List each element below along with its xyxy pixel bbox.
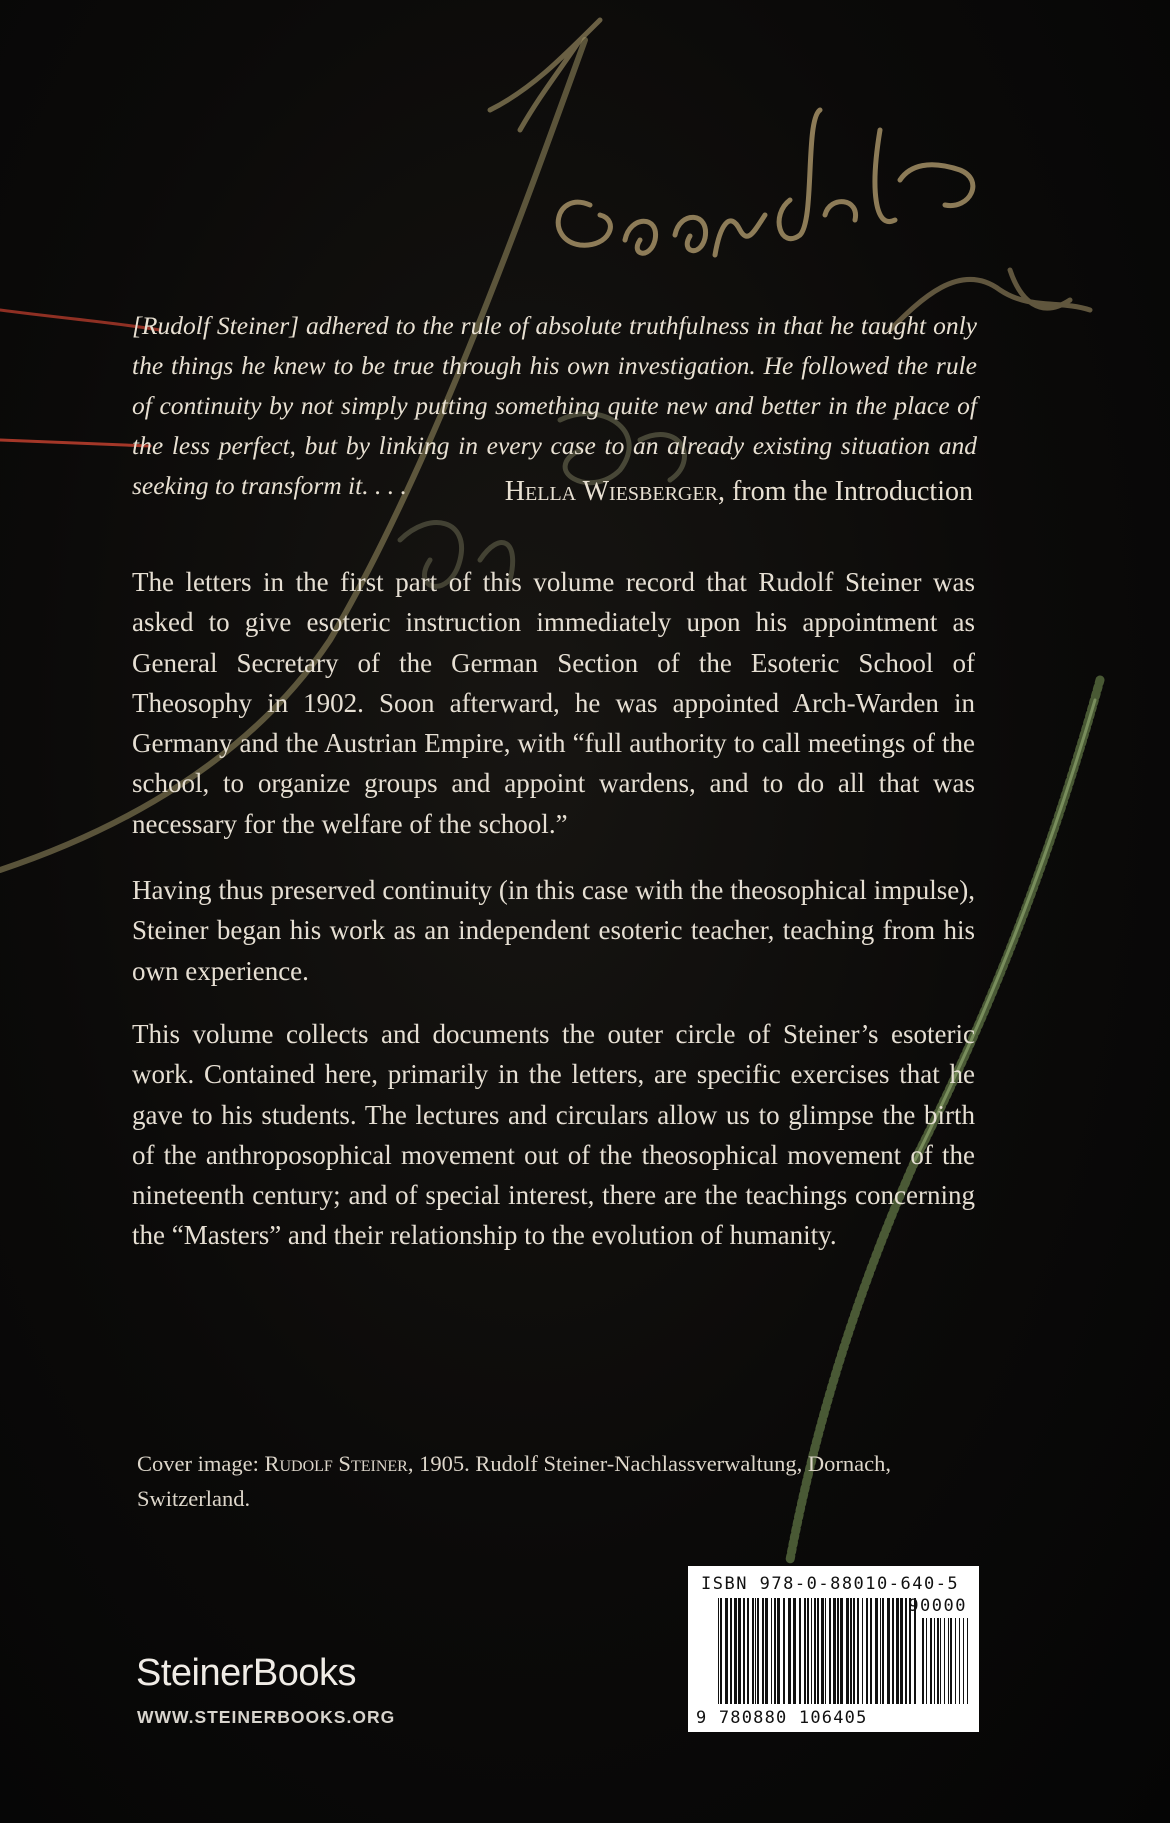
barcode-addon-bar [926,1618,927,1704]
barcode-bar [804,1598,806,1704]
barcode-bar [896,1598,899,1704]
attribution-author: Hella Wiesberger [504,476,718,507]
barcode-bar [833,1598,836,1704]
barcode-bar [875,1598,878,1704]
barcode-addon-bar [948,1618,949,1704]
barcode-bar [840,1598,843,1704]
barcode-bar [837,1598,839,1704]
barcode-bar [720,1598,722,1704]
barcode-addon-bar [950,1618,952,1704]
barcode-bar [850,1598,852,1704]
credit-rest: Rudolf Steiner-Nachlassverwaltung, Dornach, Switzerland. [137,1451,892,1511]
credit-year: , 1905. [407,1451,470,1476]
barcode-bar [743,1598,745,1704]
barcode-bar [900,1598,903,1704]
barcode-bar [788,1598,791,1704]
barcode-bar [777,1598,780,1704]
barcode-bar [857,1598,859,1704]
barcode-bar [718,1598,719,1704]
barcode-bar [866,1598,868,1704]
quote-attribution [505,476,973,508]
barcode-addon-bar [922,1618,924,1704]
barcode-bar [762,1598,764,1704]
barcode-bar [905,1598,907,1704]
barcode-bar [846,1598,849,1704]
barcode-bar [817,1598,819,1704]
barcode-addon-bar [944,1618,945,1704]
barcode-bar [730,1598,732,1704]
barcode-bar [765,1598,768,1704]
barcode-bar [799,1598,801,1704]
barcode-bar [774,1598,776,1704]
credit-prefix: Cover image: [137,1451,265,1476]
barcode-bar [783,1598,785,1704]
barcode-bar [755,1598,756,1704]
barcode-bar [734,1598,737,1704]
barcode-bar [829,1598,831,1704]
barcode-addon-bar [955,1618,956,1704]
barcode-bar [793,1598,796,1704]
description-paragraph-3: This volume collects and documents the outer circle of Steiner’s esoteric work. Contained here, primarily in the letters, are specific exercises that he gave to his students. The lectures and circulars allow us to glimpse the birth of the anthroposophical movement out of the theosophical movement of the nineteenth century; and of special interest, there are the teachings concerning the “Masters” and their relationship to the evolution of humanity. [132,1019,975,1251]
attribution-source: , from the Introduction [717,476,973,507]
barcode-addon-bar [940,1618,941,1704]
barcode-bar [821,1598,824,1704]
barcode-bar [811,1598,812,1704]
barcode-addon-bar [930,1618,932,1704]
barcode-addon-bar [967,1618,968,1704]
chalk-stroke-top-flourish [490,20,600,130]
chalk-word-geendete [558,110,973,255]
barcode-bar [814,1598,816,1704]
barcode-addon-bar [934,1618,935,1704]
credit-name: Rudolf Steiner [264,1451,408,1476]
isbn-number: ISBN 978-0-88010-640-5 [701,1574,960,1594]
barcode-bar [853,1598,855,1704]
barcode-bar [771,1598,772,1704]
barcode-bar [892,1598,894,1704]
barcode-bar [825,1598,826,1704]
barcode-bar [870,1598,872,1704]
barcode-bar [738,1598,741,1704]
barcode-bar [747,1598,749,1704]
barcode-bar [757,1598,759,1704]
cover-image-credit [137,1446,977,1516]
publisher-url: WWW.STEINERBOOKS.ORG [137,1707,396,1727]
barcode-bar [725,1598,728,1704]
barcode-addon-bar [963,1618,964,1704]
isbn-barcode [688,1566,979,1732]
barcode-digits: 9 780880 106405 [696,1708,868,1728]
barcode-bar [882,1598,884,1704]
barcode-bar [862,1598,863,1704]
epigraph-quote: [Rudolf Steiner] adhered to the rule of absolute truthfulness in that he taught only the things he knew to be true through his own investigation. He followed the rule of continuity by not simply putting something quite new and better in the place of the less perfect, but by linking in every case to an already existing situation and seeking to transform it. . . . [132,311,977,500]
barcode-bar [887,1598,890,1704]
barcode-bar [752,1598,754,1704]
barcode-bar [880,1598,881,1704]
barcode-addon-bar [959,1618,960,1704]
barcode-addon-bar [937,1618,939,1704]
description-paragraph-1: The letters in the first part of this volume record that Rudolf Steiner was asked to give esoteric instruction immediately upon his appointment as General Secretary of the German Section of the Esoteric School of Theosophy in 1902. Soon afterward, he was appointed Arch-Warden in Germany and the Austrian Empire, with “full authority to call meetings of the school, to organize groups and appoint wardens, and to do all that was necessary for the welfare of the school.” [132,567,975,839]
price-code: 90000 [908,1596,967,1616]
red-chalk-line-lower [0,440,150,446]
description-paragraph-2: Having thus preserved continuity (in this case with the theosophical impulse), Steiner began his work as an independent esoteric teacher, teaching from his own experience. [132,875,975,986]
publisher-logo: SteinerBooks [136,1652,357,1694]
barcode-bar [807,1598,809,1704]
